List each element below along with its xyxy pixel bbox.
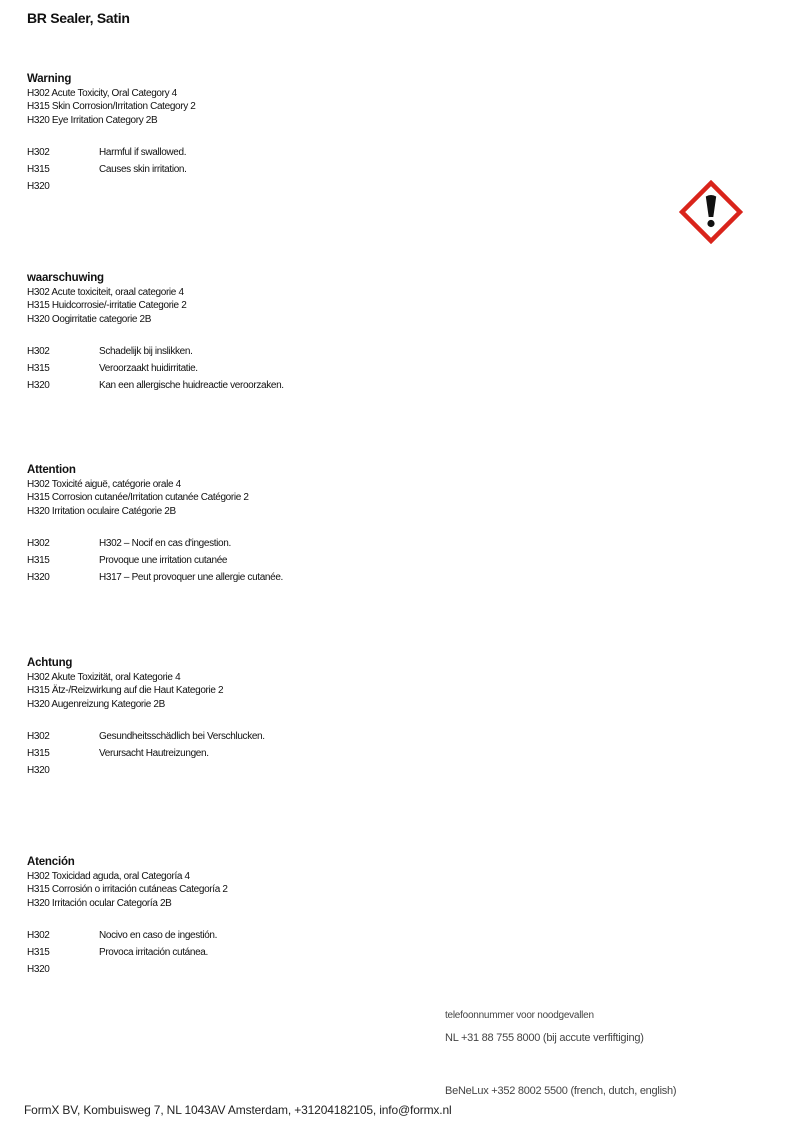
hazard-text: Veroorzaakt huidirritatie.: [99, 363, 198, 375]
hazard-code: H320: [27, 380, 50, 392]
hazard-section-dutch: [27, 271, 627, 395]
company-footer: FormX BV, Kombuisweg 7, NL 1043AV Amsterdam, +31204182105, info@formx.nl: [24, 1103, 452, 1117]
hazard-statement-list: [27, 343, 627, 395]
hazard-statement: [27, 343, 627, 360]
hazard-text: Kan een allergische huidreactie veroorzaken.: [99, 380, 284, 392]
hazard-statement: [27, 728, 627, 745]
hazard-statement: [27, 762, 627, 779]
classification-line: H315 Ätz-/Reizwirkung auf die Haut Kategorie 2: [27, 685, 224, 697]
hazard-code: H315: [27, 947, 50, 959]
signal-word: Achtung: [27, 657, 73, 669]
classification-line: H315 Corrosion cutanée/Irritation cutanée Catégorie 2: [27, 492, 249, 504]
classification-line: H320 Eye Irritation Category 2B: [27, 114, 158, 126]
hazard-text: Harmful if swallowed.: [99, 146, 187, 158]
signal-word: Attention: [27, 464, 76, 476]
hazard-section-german: [27, 656, 627, 780]
hazard-code: H302: [27, 537, 50, 549]
hazard-code: H302: [27, 345, 50, 357]
document-title: BR Sealer, Satin: [27, 10, 130, 26]
classification-line: H315 Corrosión o irritación cutáneas Categoría 2: [27, 884, 228, 896]
signal-word: Warning: [27, 73, 72, 85]
hazard-statement-list: [27, 144, 627, 196]
hazard-text: [99, 961, 627, 978]
hazard-section-french: [27, 463, 627, 587]
emergency-phone-nl[interactable]: NL +31 88 755 8000 (bij accute verfiftiging): [445, 1032, 644, 1044]
hazard-text: H317 – Peut provoquer une allergie cutanée.: [99, 572, 283, 584]
hazard-code: H302: [27, 730, 50, 742]
hazard-section-english: [27, 72, 627, 196]
hazard-statement: [27, 178, 627, 195]
hazard-statement: [27, 569, 627, 586]
hazard-statement: [27, 535, 627, 552]
hazard-text: [99, 178, 627, 195]
hazard-statement-list: [27, 728, 627, 780]
classification-line: H302 Acute Toxicity, Oral Category 4: [27, 88, 177, 99]
hazard-text: Provoque une irritation cutanée: [99, 555, 228, 567]
hazard-code: H315: [27, 555, 50, 567]
hazard-statement: [27, 552, 627, 569]
hazard-statement: [27, 944, 627, 961]
classification-line: H302 Akute Toxizität, oral Kategorie 4: [27, 672, 181, 683]
exclamation-dot: [707, 220, 714, 227]
hazard-text: Schadelijk bij inslikken.: [99, 345, 193, 357]
classification-line: H315 Skin Corrosion/Irritation Category 2: [27, 101, 196, 113]
hazard-statement: [27, 927, 627, 944]
hazard-statement: [27, 161, 627, 178]
hazard-text: Provoca irritación cutánea.: [99, 947, 208, 959]
hazard-code: H315: [27, 363, 50, 375]
hazard-statement: [27, 961, 627, 978]
hazard-text: [99, 762, 627, 779]
emergency-phone-benelux[interactable]: BeNeLux +352 8002 5500 (french, dutch, english): [445, 1085, 677, 1097]
classification-line: H302 Toxicidad aguda, oral Categoría 4: [27, 871, 190, 882]
hazard-section-spanish: [27, 855, 627, 979]
hazard-statement: [27, 745, 627, 762]
hazard-text: Gesundheitsschädlich bei Verschlucken.: [99, 730, 265, 742]
classification-line: H320 Oogirritatie categorie 2B: [27, 313, 152, 325]
hazard-statement: [27, 360, 627, 377]
classification-line: H302 Acute toxiciteit, oraal categorie 4: [27, 287, 184, 298]
classification-line: H302 Toxicité aiguë, catégorie orale 4: [27, 479, 181, 490]
ghs-exclamation-mark-icon: [679, 180, 743, 244]
hazard-text: H302 – Nocif en cas d'ingestion.: [99, 537, 231, 549]
hazard-code: H302: [27, 146, 50, 158]
hazard-text: Causes skin irritation.: [99, 164, 187, 176]
hazard-code: H315: [27, 164, 50, 176]
classification-line: H320 Irritación ocular Categoría 2B: [27, 897, 172, 909]
classification-line: H315 Huidcorrosie/-irritatie Categorie 2: [27, 300, 187, 312]
hazard-text: Verursacht Hautreizungen.: [99, 748, 209, 760]
hazard-statement-list: [27, 535, 627, 587]
hazard-code: H320: [27, 572, 50, 584]
hazard-code: H320: [27, 181, 50, 193]
signal-word: waarschuwing: [27, 272, 104, 284]
signal-word: Atención: [27, 856, 75, 868]
hazard-code: H315: [27, 748, 50, 760]
classification-line: H320 Augenreizung Kategorie 2B: [27, 698, 165, 710]
emergency-phone-label: telefoonnummer voor noodgevallen: [445, 1010, 594, 1021]
hazard-code: H320: [27, 964, 50, 976]
hazard-statement-list: [27, 927, 627, 979]
hazard-statement: [27, 377, 627, 394]
classification-line: H320 Irritation oculaire Catégorie 2B: [27, 505, 176, 517]
hazard-code: H320: [27, 765, 50, 777]
hazard-statement: [27, 144, 627, 161]
hazard-code: H302: [27, 929, 50, 941]
hazard-text: Nocivo en caso de ingestión.: [99, 929, 218, 941]
